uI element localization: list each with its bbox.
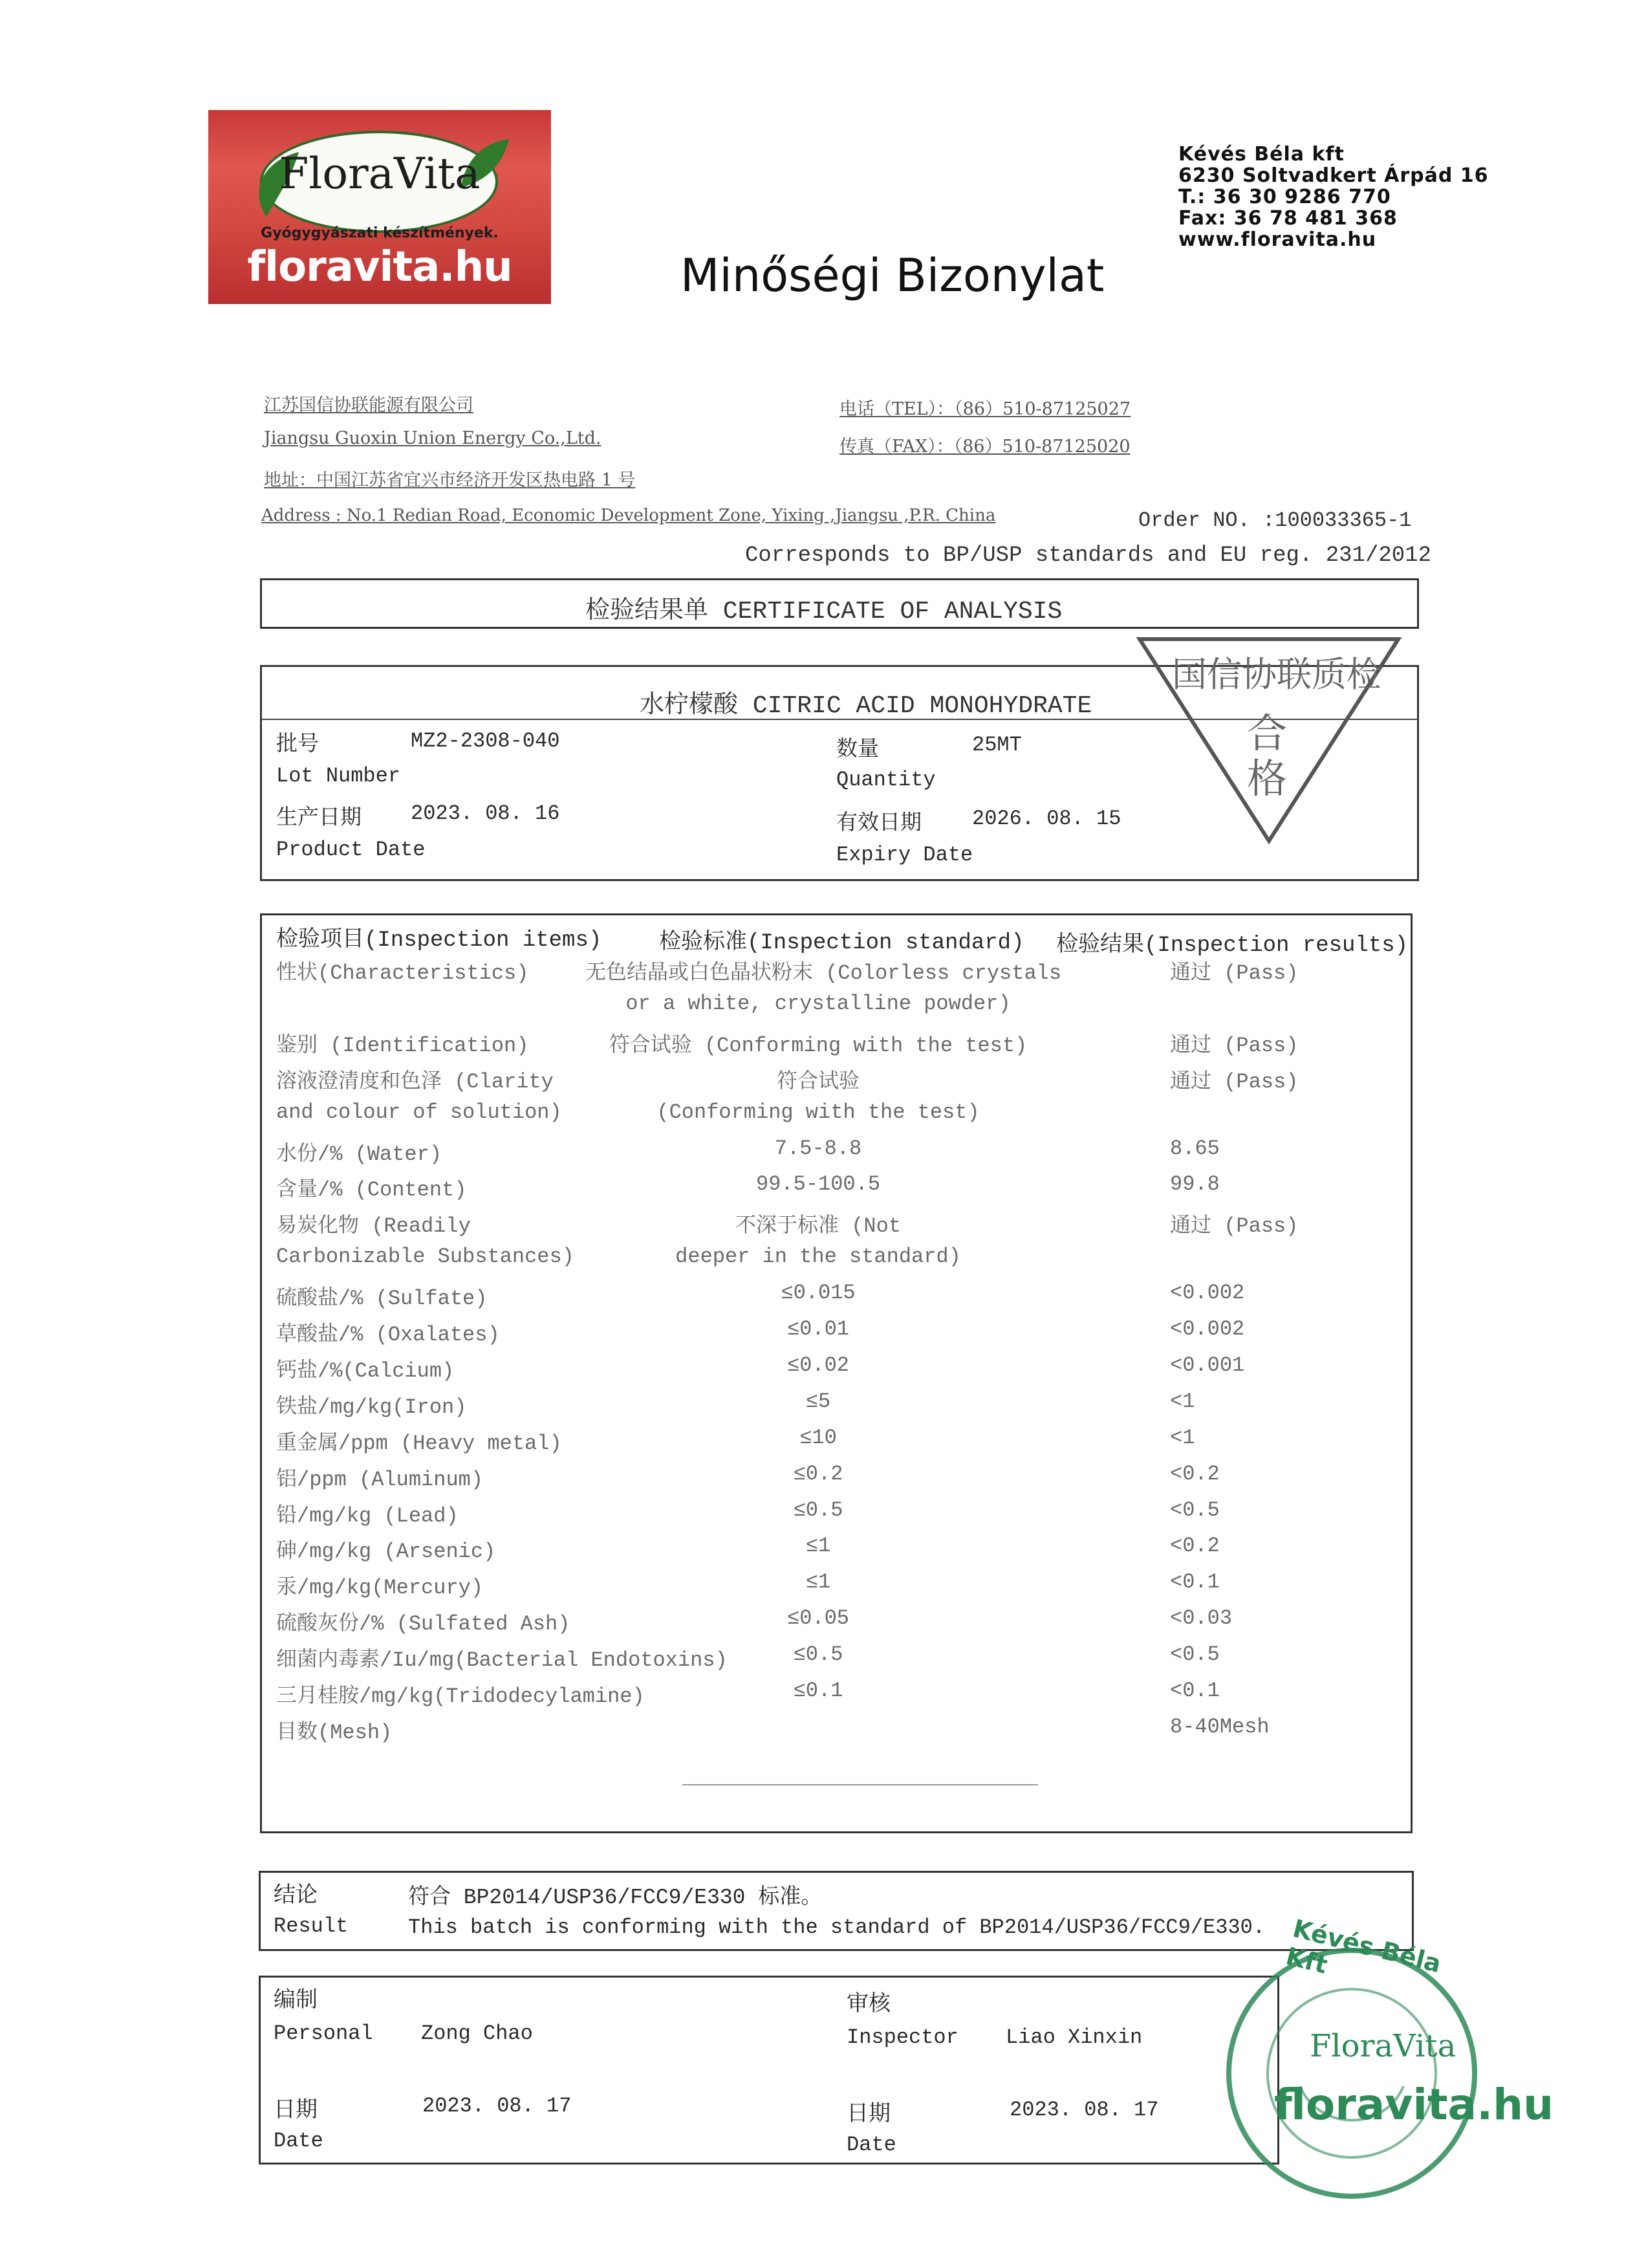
company-name-en: Jiangsu Guoxin Union Energy Co.,Ltd. xyxy=(264,428,601,448)
result-label-en: Result xyxy=(274,1914,349,1938)
standards-note: Corresponds to BP/USP standards and EU reg. 231/2012 xyxy=(745,543,1431,568)
company-name-cn: 江苏国信协联能源有限公司 xyxy=(264,395,473,415)
cell-result: <0.1 xyxy=(1170,1570,1220,1594)
header-result: 检验结果(Inspection results) xyxy=(1056,933,1409,958)
cell-standard: ≤0.01 xyxy=(786,1317,849,1341)
cell-item: 溶液澄清度和色泽 (Clarity xyxy=(276,1070,554,1094)
personal-date: 2023. 08. 17 xyxy=(422,2094,572,2118)
cell-result: 99.8 xyxy=(1170,1172,1220,1196)
cell-standard: ≤0.2 xyxy=(793,1462,843,1486)
cell-item: 硫酸灰份/% (Sulfated Ash) xyxy=(276,1612,570,1636)
lot-value: MZ2-2308-040 xyxy=(411,729,560,753)
cell-standard: ≤5 xyxy=(805,1390,831,1413)
cell-result: 通过 (Pass) xyxy=(1170,1070,1299,1094)
result-label-cn: 结论 xyxy=(274,1884,318,1909)
cell-standard: 不深于标准 (Not xyxy=(735,1214,902,1238)
result-text-cn: 符合 BP2014/USP36/FCC9/E330 标准。 xyxy=(408,1886,823,1910)
quality-stamp xyxy=(1133,633,1405,853)
cell-result: <1 xyxy=(1170,1426,1195,1450)
cell-item: 铝/ppm (Aluminum) xyxy=(276,1468,484,1492)
cell-standard: 符合试验 xyxy=(776,1070,860,1094)
stamp-arc-text: Kévés Béla Kft xyxy=(1283,1914,1444,1979)
page-title: Minőségi Bizonylat xyxy=(680,249,1105,302)
cell-result: <0.001 xyxy=(1170,1353,1245,1377)
cell-item: 硫酸盐/% (Sulfate) xyxy=(276,1287,488,1311)
cell-result: 8-40Mesh xyxy=(1170,1715,1270,1739)
cell-standard: ≤0.5 xyxy=(793,1642,843,1666)
cell-result: <0.2 xyxy=(1170,1462,1220,1486)
cell-standard: 符合试验 (Conforming with the test) xyxy=(609,1034,1028,1058)
inspector-label-cn: 审核 xyxy=(847,1993,891,2018)
inspection-table xyxy=(260,913,1413,1833)
stamp-line1: 合 xyxy=(1247,710,1288,757)
cell-item: and colour of solution) xyxy=(276,1100,562,1124)
cell-result: 通过 (Pass) xyxy=(1170,1214,1299,1238)
seller-address: 6230 Soltvadkert Árpád 16 xyxy=(1178,164,1489,187)
personal-date-label-cn: 日期 xyxy=(274,2099,318,2124)
lot-label-en: Lot Number xyxy=(276,764,401,788)
cell-result: 通过 (Pass) xyxy=(1170,1034,1299,1058)
cell-item: 易炭化物 (Readily xyxy=(276,1214,471,1238)
company-tel: 电话（TEL）：（86）510-87125027 xyxy=(839,399,1131,419)
cell-standard: ≤1 xyxy=(805,1534,831,1558)
cell-item: 钙盐/%(Calcium) xyxy=(276,1359,455,1383)
cell-item: 细菌内毒素/Iu/mg(Bacterial Endotoxins) xyxy=(276,1648,728,1672)
cell-standard: ≤0.015 xyxy=(781,1281,856,1305)
inspector-date-label-en: Date xyxy=(847,2133,896,2157)
cell-standard: ≤0.05 xyxy=(786,1606,849,1630)
stamp-line2: 格 xyxy=(1247,755,1288,802)
cell-result: 8.65 xyxy=(1170,1137,1220,1161)
expiry-label-cn: 有效日期 xyxy=(836,812,922,836)
seller-name: Kévés Béla kft xyxy=(1178,143,1345,166)
cell-standard: 99.5-100.5 xyxy=(755,1172,881,1196)
personal-date-label-en: Date xyxy=(274,2129,323,2153)
seller-phone: T.: 36 30 9286 770 xyxy=(1178,186,1391,208)
header-standard: 检验标准(Inspection standard) xyxy=(659,931,1024,955)
cell-standard: deeper in the standard) xyxy=(675,1245,961,1269)
cell-result: 通过 (Pass) xyxy=(1170,961,1299,985)
floravita-logo xyxy=(208,110,551,304)
cell-result: <0.1 xyxy=(1170,1679,1220,1703)
cell-standard: (Conforming with the test) xyxy=(656,1100,980,1124)
certificate-title: 检验结果单 CERTIFICATE OF ANALYSIS xyxy=(585,598,1063,626)
cell-standard: or a white, crystalline powder) xyxy=(625,992,1011,1016)
cell-result: <0.03 xyxy=(1170,1606,1233,1630)
cell-item: 鉴别 (Identification) xyxy=(276,1034,529,1058)
cell-standard: ≤0.1 xyxy=(793,1679,843,1703)
inspector-label-en: Inspector xyxy=(847,2025,958,2049)
cell-standard: ≤1 xyxy=(805,1570,831,1594)
stamp-site: floravita.hu xyxy=(1274,2080,1554,2130)
cell-standard: ≤10 xyxy=(799,1426,837,1450)
seller-info xyxy=(1178,144,1489,250)
expiry-label-en: Expiry Date xyxy=(836,843,973,867)
product-name: 水柠檬酸 CITRIC ACID MONOHYDRATE xyxy=(640,692,1092,720)
cell-item: 性状(Characteristics) xyxy=(276,961,529,985)
cell-item: 重金属/ppm (Heavy metal) xyxy=(276,1432,562,1456)
prod-date-label-cn: 生产日期 xyxy=(276,807,362,831)
cell-item: 三月桂胺/mg/kg(Tridodecylamine) xyxy=(276,1685,645,1708)
cell-result: <1 xyxy=(1170,1390,1195,1413)
company-round-stamp xyxy=(1216,1914,1554,2209)
qty-value: 25MT xyxy=(972,733,1022,757)
cell-item: 砷/mg/kg (Arsenic) xyxy=(276,1540,496,1564)
prod-date-label-en: Product Date xyxy=(276,838,426,862)
cell-item: 草酸盐/% (Oxalates) xyxy=(276,1323,500,1347)
result-text-en: This batch is conforming with the standard of BP2014/USP36/FCC9/E330. xyxy=(408,1915,1266,1939)
inspector-date: 2023. 08. 17 xyxy=(1010,2098,1159,2122)
prod-date-value: 2023. 08. 16 xyxy=(411,801,560,825)
header-item: 检验项目(Inspection items) xyxy=(276,928,602,953)
cell-item: 含量/% (Content) xyxy=(276,1178,467,1202)
logo-tagline: Gyógygyászati készítmények. xyxy=(261,225,499,241)
cell-standard: 7.5-8.8 xyxy=(774,1137,862,1161)
order-number: Order NO. :100033365-1 xyxy=(1138,508,1412,532)
seller-web: www.floravita.hu xyxy=(1178,228,1377,251)
cell-standard: 无色结晶或白色晶状粉末 (Colorless crystals xyxy=(585,961,1062,985)
logo-site: floravita.hu xyxy=(247,243,512,291)
cell-result: <0.5 xyxy=(1170,1498,1220,1522)
company-fax: 传真（FAX）：（86）510-87125020 xyxy=(839,437,1131,457)
cell-item: Carbonizable Substances) xyxy=(276,1245,574,1269)
personal-label-cn: 编制 xyxy=(274,1989,318,2014)
cell-standard: ≤0.02 xyxy=(786,1353,849,1377)
company-address-en: Address : No.1 Redian Road, Economic Development Zone, Yixing ,Jiangsu ,P.R. China xyxy=(261,506,996,525)
cell-item: 汞/mg/kg(Mercury) xyxy=(276,1576,484,1600)
seller-fax: Fax: 36 78 481 368 xyxy=(1178,207,1398,230)
company-address-cn: 地址：中国江苏省宜兴市经济开发区热电路 1 号 xyxy=(264,470,636,490)
personal-label-en: Personal xyxy=(274,2022,373,2045)
cell-standard: ≤0.5 xyxy=(793,1498,843,1522)
stamp-brand: FloraVita xyxy=(1310,2028,1456,2064)
inspector-name: Liao Xinxin xyxy=(1006,2025,1143,2049)
lot-label-cn: 批号 xyxy=(276,733,319,757)
cell-result: <0.5 xyxy=(1170,1642,1220,1666)
inspector-date-label-cn: 日期 xyxy=(847,2103,891,2128)
certificate-title-box xyxy=(260,578,1419,629)
cell-result: <0.2 xyxy=(1170,1534,1220,1558)
table-end-line xyxy=(682,1784,1038,1785)
personal-name: Zong Chao xyxy=(421,2022,533,2045)
cell-result: <0.002 xyxy=(1170,1281,1245,1305)
logo-brand: FloraVita xyxy=(279,149,481,199)
qty-label-cn: 数量 xyxy=(836,738,879,762)
cell-item: 铅/mg/kg (Lead) xyxy=(276,1504,459,1528)
cell-item: 水份/% (Water) xyxy=(276,1142,442,1166)
expiry-value: 2026. 08. 15 xyxy=(972,807,1121,831)
cell-item: 目数(Mesh) xyxy=(276,1721,393,1745)
stamp-top-text: 国信协联质检 xyxy=(1172,654,1381,695)
signatures-box xyxy=(259,1976,1279,2164)
cell-result: <0.002 xyxy=(1170,1317,1245,1341)
cell-item: 铁盐/mg/kg(Iron) xyxy=(276,1395,467,1419)
qty-label-en: Quantity xyxy=(836,768,936,792)
